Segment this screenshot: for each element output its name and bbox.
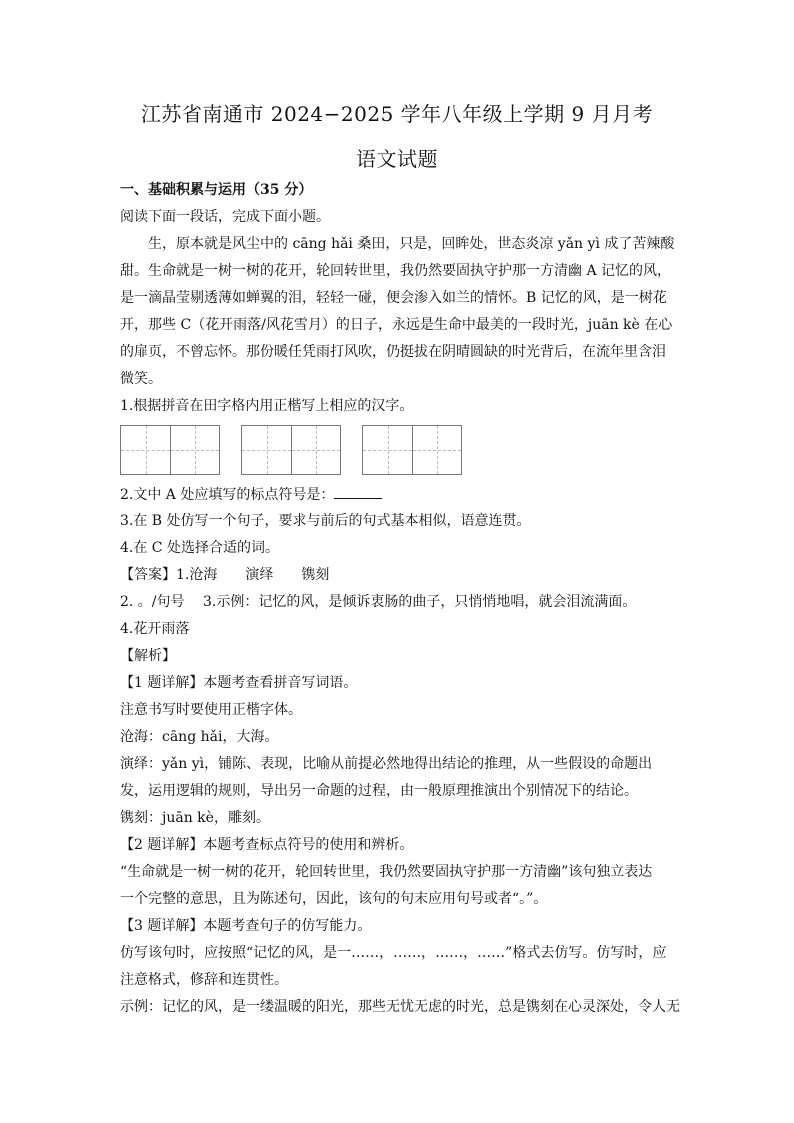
- tianzige-cell[interactable]: [363, 426, 412, 474]
- page-title: 江苏省南通市 2024−2025 学年八年级上学期 9 月月考: [140, 102, 654, 126]
- analysis-line: 一个完整的意思，且为陈述句，因此，该句的句末应用句号或者“。”。: [120, 891, 548, 907]
- passage-line: 的扉页，不曾忘怀。那份暖任凭雨打风吹，仍挺拔在阴晴圆缺的时光背后，在流年里含泪: [120, 344, 666, 360]
- page-subtitle: 语文试题: [356, 147, 438, 171]
- analysis-line: 【3 题详解】本题考查句子的仿写能力。: [120, 918, 372, 934]
- tianzige-box-3[interactable]: [362, 425, 462, 475]
- tianzige-cell[interactable]: [412, 426, 461, 474]
- answer-line: 2. 。/句号 3.示例：记忆的风，是倾诉衷肠的曲子，只悄悄地唱，就会泪流满面。: [120, 594, 637, 610]
- analysis-line: 镌刻：juān kè，雕刻。: [120, 810, 270, 826]
- analysis-heading: 【解析】: [120, 648, 176, 664]
- answer-line: 【答案】1.沧海 演绎 镌刻: [120, 567, 330, 583]
- question-3: 3.在 B 处仿写一个句子，要求与前后的句式基本相似，语意连贯。: [120, 513, 531, 529]
- passage-line: 是一滴晶莹剔透薄如蝉翼的泪，轻轻一碰，便会渗入如兰的情怀。B 记忆的风，是一树花: [120, 290, 667, 306]
- analysis-line: 注意书写时要使用正楷字体。: [120, 702, 302, 718]
- tianzige-cell[interactable]: [291, 426, 340, 474]
- analysis-line: 仿写该句时，应按照“记忆的风，是一……，……，……，……”格式去仿写。仿写时，应: [120, 945, 667, 961]
- passage-line: 生，原本就是风尘中的 cāng hǎi 桑田，只是，回眸处，世态炎凉 yǎn yì 成了苦辣酸: [120, 236, 675, 252]
- analysis-line: 发，运用逻辑的规则，导出另一命题的过程，由一般原理推演出个别情况下的结论。: [120, 783, 638, 799]
- question-1: 1.根据拼音在田字格内用正楷写上相应的汉字。: [120, 398, 414, 414]
- tianzige-cell[interactable]: [121, 426, 170, 474]
- section-heading: 一、基础积累与运用（35 分）: [120, 182, 313, 198]
- question-2: [120, 484, 680, 505]
- analysis-line: 【2 题详解】本题考查标点符号的使用和辨析。: [120, 837, 414, 853]
- analysis-line: “生命就是一树一树的花开，轮回转世里，我仍然要固执守护那一方清幽”该句独立表达: [120, 864, 653, 880]
- analysis-line: 沧海：cāng hǎi，大海。: [120, 729, 279, 745]
- section-instruction: 阅读下面一段话，完成下面小题。: [120, 209, 330, 225]
- analysis-line: 注意格式，修辞和连贯性。: [120, 972, 288, 988]
- tianzige-box-1[interactable]: [120, 425, 220, 475]
- tianzige-cell[interactable]: [170, 426, 219, 474]
- passage-line: 甜。生命就是一树一树的花开，轮回转世里，我仍然要固执守护那一方清幽 A 记忆的风，: [120, 263, 672, 279]
- answer-line: 4.花开雨落: [120, 621, 190, 637]
- question-2-text: 2.文中 A 处应填写的标点符号是：: [120, 487, 335, 503]
- tianzige-grid: [120, 425, 480, 475]
- analysis-line: 【1 题详解】本题考查看拼音写词语。: [120, 675, 358, 691]
- answer-blank[interactable]: [334, 484, 382, 499]
- passage-line: 微笑。: [120, 371, 162, 387]
- analysis-line: 示例：记忆的风，是一缕温暖的阳光，那些无忧无虑的时光，总是镌刻在心灵深处，令人无: [120, 999, 680, 1015]
- passage-line: 开，那些 C（花开雨落/风花雪月）的日子，永远是生命中最美的一段时光，juān kè 在心: [120, 317, 673, 333]
- analysis-line: 演绎：yǎn yì，铺陈、表现，比喻从前提必然地得出结论的推理，从一些假设的命题出: [120, 756, 653, 772]
- question-4: 4.在 C 处选择合适的词。: [120, 540, 279, 556]
- tianzige-box-2[interactable]: [241, 425, 341, 475]
- tianzige-cell[interactable]: [242, 426, 291, 474]
